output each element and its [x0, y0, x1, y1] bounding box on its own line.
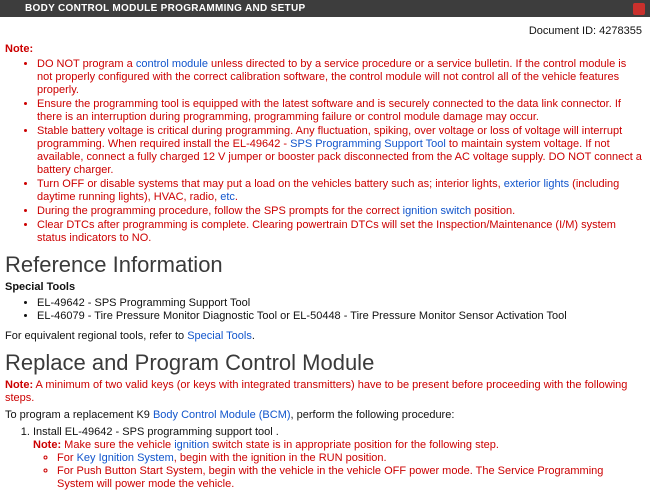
- inline-link[interactable]: control module: [135, 58, 208, 70]
- text-segment: position.: [471, 205, 516, 217]
- note-item: [37, 178, 642, 204]
- note-label: Note:: [5, 43, 34, 55]
- inline-link[interactable]: ignition: [174, 439, 210, 451]
- alert-icon[interactable]: [633, 3, 645, 15]
- procedure-intro: [5, 409, 642, 422]
- step-sublist: [33, 452, 642, 491]
- procedure-steps: [5, 426, 642, 491]
- regional-tools-note: [5, 330, 642, 343]
- inline-link[interactable]: etc: [220, 191, 235, 203]
- text-segment: .: [234, 191, 238, 203]
- note-item: [37, 98, 642, 124]
- note-item: [37, 219, 642, 245]
- note-strong-label: Note:: [33, 439, 62, 451]
- inline-link[interactable]: Body Control Module (BCM): [152, 409, 291, 421]
- inline-link[interactable]: ignition switch: [402, 205, 472, 217]
- step-note: [33, 439, 642, 452]
- text-segment: For equivalent regional tools, refer to: [5, 330, 188, 342]
- text-segment: , begin with the ignition in the RUN position.: [173, 452, 387, 464]
- tool-item: • EL-49642 - SPS Programming Support Tool: [37, 297, 642, 310]
- text-segment: For: [57, 452, 77, 464]
- text-segment: (including daytime running lights), HVAC, radio,: [37, 178, 620, 203]
- text-segment: Clear DTCs after programming is complete. Clearing powertrain DTCs will set the Inspection/Maintenance (I/M) system status indicators to NO.: [37, 219, 616, 244]
- text-segment: Turn OFF or disable systems that may put a load on the vehicles battery such as; interior lights,: [37, 178, 504, 190]
- inline-link[interactable]: SPS Programming Support Tool: [290, 138, 446, 150]
- document-id: Document ID: 4278355: [528, 25, 642, 37]
- text-segment: Install EL-49642 - SPS programming support tool .: [33, 426, 279, 438]
- text-segment: unless directed to by a service procedure or a service bulletin. If the control module is not properly configured with the correct calibration software, the control module will not control all of the vehicle features properly.: [37, 58, 627, 96]
- text-segment: Ensure the programming tool is equipped with the latest software and is securely connected to the data link connector. If there is an interruption during programming, programming failure or control module damage may occur.: [37, 98, 621, 123]
- section-heading-replace-program: Replace and Program Control Module: [5, 350, 375, 375]
- title-bar: [0, 0, 650, 17]
- note-item: [37, 205, 642, 218]
- note-strong-label: Note:: [5, 379, 34, 391]
- note-item: [37, 58, 642, 97]
- text-segment: to maintain system voltage. If not available, connect a fully charged 12 V jumper or booster pack disconnected from the AC voltage supply. DO NOT connect a battery charger.: [37, 138, 642, 176]
- tool-item: • EL-46079 - Tire Pressure Monitor Diagnostic Tool or EL-50448 - Tire Pressure Monitor Sensor Activation Tool: [37, 310, 642, 323]
- text-segment: switch state is in appropriate position for the following step.: [209, 439, 499, 451]
- inline-link[interactable]: Special Tools: [187, 330, 252, 342]
- special-tools-list: [5, 297, 642, 323]
- text-segment: A minimum of two valid keys (or keys with integrated transmitters) have to be present before proceeding with the following steps.: [5, 379, 628, 404]
- text-segment: , perform the following procedure:: [290, 409, 455, 421]
- step-item: [33, 426, 642, 491]
- special-tools-label: Special Tools: [5, 281, 76, 293]
- note-item: [37, 125, 642, 177]
- text-segment: During the programming procedure, follow the SPS prompts for the correct: [37, 205, 403, 217]
- text-segment: To program a replacement K9: [5, 409, 153, 421]
- text-segment: DO NOT program a: [37, 58, 136, 70]
- text-segment: Make sure the vehicle: [61, 439, 175, 451]
- document-content: [0, 25, 650, 491]
- section-heading-reference-information: Reference Information: [5, 252, 223, 277]
- notes-list: [5, 58, 642, 245]
- replace-note: [5, 379, 642, 405]
- inline-link[interactable]: exterior lights: [503, 178, 570, 190]
- inline-link[interactable]: Key Ignition System: [76, 452, 174, 464]
- text-segment: .: [251, 330, 255, 342]
- sub-item: [57, 452, 642, 465]
- sub-item: [57, 465, 642, 491]
- text-segment: For Push Button Start System, begin with the vehicle in the vehicle OFF power mode. The Service Programming System will power mode the vehicle.: [57, 465, 604, 490]
- text-segment: Stable battery voltage is critical during programming. Any fluctuation, spiking, over voltage or loss of voltage will interrupt programming. When required install the EL-49642 -: [37, 125, 623, 150]
- page-title: BODY CONTROL MODULE PROGRAMMING AND SETUP: [25, 3, 306, 14]
